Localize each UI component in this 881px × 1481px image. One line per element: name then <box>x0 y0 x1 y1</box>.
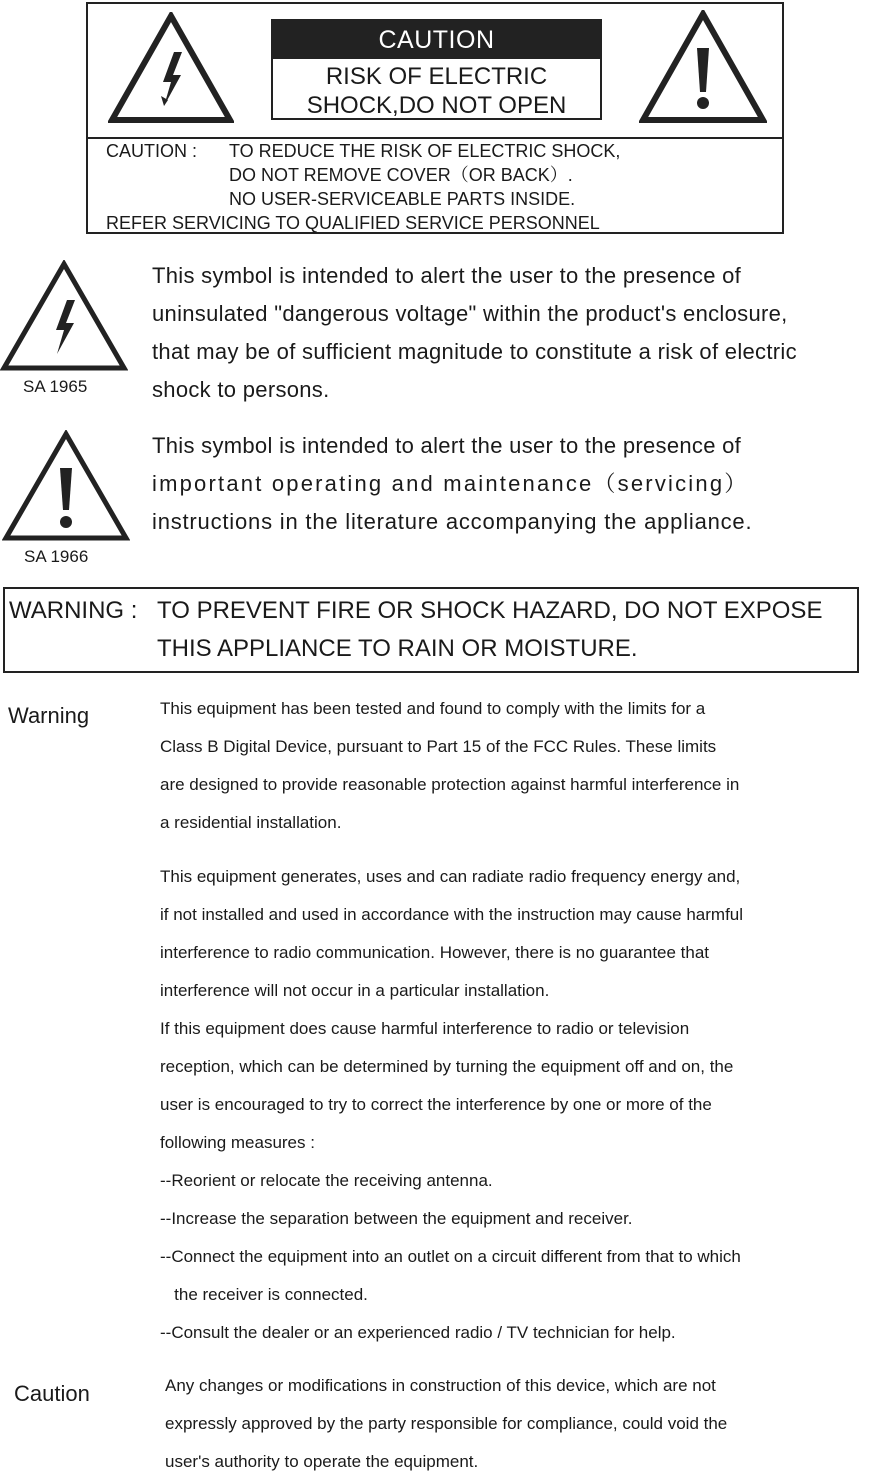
symbol-description <box>152 427 752 541</box>
caution-panel <box>86 2 784 234</box>
caution-notice-line: DO NOT REMOVE COVER（OR BACK）. <box>229 165 573 185</box>
text-line: expressly approved by the party responsible for compliance, could void the <box>165 1414 728 1433</box>
caution-note-label: Caution <box>14 1381 90 1406</box>
caution-heading: CAUTION <box>273 21 600 59</box>
fcc-interference-paragraph <box>160 858 743 1352</box>
text-line: If this equipment does cause harmful interference to radio or television <box>160 1019 690 1038</box>
warning-line: THIS APPLIANCE TO RAIN OR MOISTURE. <box>157 635 638 662</box>
warning-line: TO PREVENT FIRE OR SHOCK HAZARD, DO NOT EXPOSE <box>157 597 823 624</box>
caution-panel-header <box>88 4 782 139</box>
text-line: --Reorient or relocate the receiving antenna. <box>160 1171 493 1190</box>
text-line: This symbol is intended to alert the user to the presence of <box>152 433 742 458</box>
text-line: reception, which can be determined by turning the equipment off and on, the <box>160 1057 734 1076</box>
symbol-code: SA 1965 <box>23 377 88 396</box>
text-line: --Consult the dealer or an experienced radio / TV technician for help. <box>160 1323 676 1342</box>
text-line: This equipment has been tested and found to comply with the limits for a <box>160 699 706 718</box>
text-line: are designed to provide reasonable protection against harmful interference in <box>160 775 740 794</box>
caution-notice-prefix: CAUTION : <box>106 141 198 161</box>
text-line: following measures : <box>160 1133 315 1152</box>
text-line: instructions in the literature accompanying the appliance. <box>152 509 753 534</box>
text-line: --Increase the separation between the equipment and receiver. <box>160 1209 633 1228</box>
caution-label <box>271 19 602 120</box>
text-line: that may be of sufficient magnitude to constitute a risk of electric <box>152 339 797 364</box>
lightning-warning-icon <box>108 12 234 124</box>
text-line: if not installed and used in accordance with the instruction may cause harmful <box>160 905 744 924</box>
text-line: user is encouraged to try to correct the interference by one or more of the <box>160 1095 712 1114</box>
symbol-description <box>152 257 797 409</box>
text-line: --Connect the equipment into an outlet on a circuit different from that to which <box>160 1247 741 1266</box>
fcc-warning-label: Warning <box>8 703 90 728</box>
text-line: shock to persons. <box>152 377 330 402</box>
symbol-code: SA 1966 <box>24 547 89 566</box>
warning-box <box>3 587 859 673</box>
text-line: important operating and maintenance（servicing） <box>152 471 749 496</box>
text-line: This symbol is intended to alert the user to the presence of <box>152 263 742 288</box>
caution-label-line2: SHOCK,DO NOT OPEN <box>306 92 567 119</box>
text-line: interference to radio communication. However, there is no guarantee that <box>160 943 710 962</box>
caution-label-line1: RISK OF ELECTRIC <box>325 63 548 90</box>
text-line: Class B Digital Device, pursuant to Part 15 of the FCC Rules. These limits <box>160 737 717 756</box>
text-line: the receiver is connected. <box>160 1285 368 1304</box>
caution-notice-line: TO REDUCE THE RISK OF ELECTRIC SHOCK, <box>229 141 621 161</box>
fcc-warning-paragraph <box>160 690 739 842</box>
text-line: a residential installation. <box>160 813 342 832</box>
exclamation-warning-icon <box>639 10 767 124</box>
lightning-warning-icon <box>0 260 128 372</box>
text-line: This equipment generates, uses and can radiate radio frequency energy and, <box>160 867 741 886</box>
caution-notice-line: NO USER-SERVICEABLE PARTS INSIDE. <box>229 189 576 209</box>
exclamation-warning-icon <box>2 430 130 542</box>
caution-note-paragraph <box>165 1367 727 1481</box>
text-line: interference will not occur in a particular installation. <box>160 981 550 1000</box>
caution-notice-line: REFER SERVICING TO QUALIFIED SERVICE PERSONNEL <box>106 213 600 233</box>
text-line: uninsulated "dangerous voltage" within the product's enclosure, <box>152 301 788 326</box>
text-line: user's authority to operate the equipment. <box>165 1452 479 1471</box>
text-line: Any changes or modifications in construction of this device, which are not <box>165 1376 716 1395</box>
warning-prefix: WARNING : <box>9 597 138 624</box>
